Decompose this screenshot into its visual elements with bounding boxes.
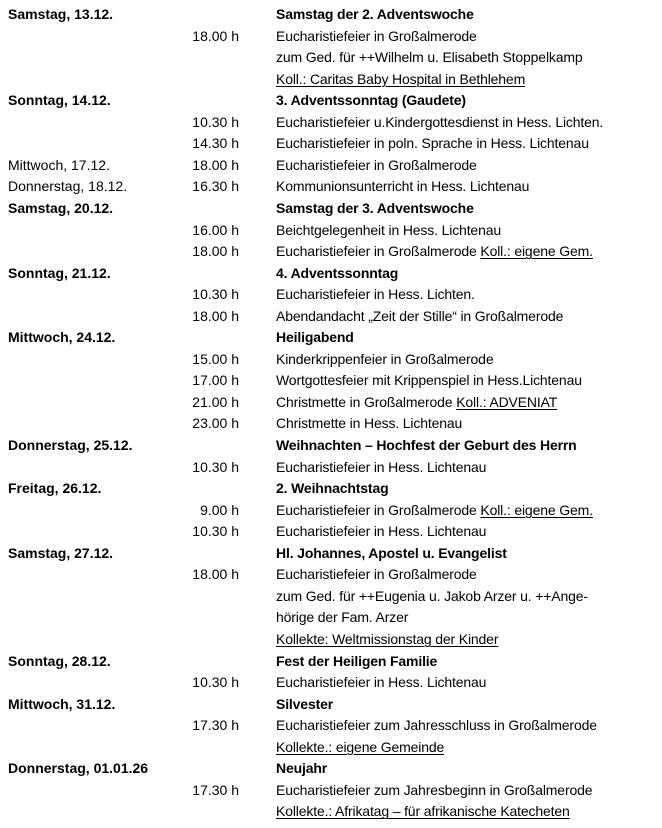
schedule-row (0, 241, 662, 263)
day-label: Mittwoch, 17.12. (8, 156, 110, 173)
event-description (276, 672, 660, 694)
schedule-row (0, 435, 662, 457)
event-text: 3. Adventssonntag (Gaudete) (276, 92, 466, 109)
schedule-row (0, 349, 662, 371)
schedule-row (0, 521, 662, 543)
event-title (276, 694, 660, 716)
event-description (276, 780, 660, 802)
event-description (276, 586, 660, 608)
schedule-row (0, 263, 662, 285)
event-description (276, 629, 660, 651)
time-label: 18.00 h (192, 307, 239, 324)
event-text: 2. Weihnachtstag (276, 480, 389, 497)
day-label: Freitag, 26.12. (8, 480, 102, 497)
time-label: 18.00 h (192, 27, 239, 44)
schedule-row (0, 457, 662, 479)
event-text: Silvester (276, 695, 334, 712)
time-label: 17.30 h (192, 717, 239, 734)
event-text: Samstag der 3. Adventswoche (276, 199, 474, 216)
event-title (276, 4, 660, 26)
event-description (276, 737, 660, 759)
event-description (276, 155, 660, 177)
event-description (276, 521, 660, 543)
event-text: Weihnachten – Hochfest der Geburt des Herrn (276, 437, 577, 453)
event-text: Eucharistiefeier in Hess. Lichten. (276, 286, 475, 303)
event-text: Eucharistiefeier in Hess. Lichtenau (276, 458, 487, 475)
day-label: Sonntag, 14.12. (8, 92, 111, 109)
event-description (276, 133, 660, 155)
schedule-row (0, 607, 662, 629)
schedule-row (0, 392, 662, 414)
event-title (276, 435, 660, 457)
schedule-row (0, 780, 662, 802)
event-description (276, 801, 660, 823)
event-title (276, 543, 660, 565)
collection-note: Koll.: eigene Gem. (480, 243, 593, 260)
schedule-row (0, 69, 662, 91)
event-description (276, 500, 660, 522)
event-title (276, 90, 660, 112)
event-text: Eucharistiefeier in Hess. Lichtenau (276, 674, 487, 691)
event-text: 4. Adventssonntag (276, 264, 399, 281)
collection-note: Koll.: ADVENIAT (456, 393, 558, 410)
day-label: Donnerstag, 25.12. (8, 437, 133, 453)
time-label: 18.00 h (192, 156, 239, 173)
time-label: 10.30 h (192, 286, 239, 303)
schedule-row (0, 543, 662, 565)
event-description (276, 176, 660, 198)
time-label: 14.30 h (192, 135, 239, 152)
schedule-row (0, 90, 662, 112)
day-label: Sonntag, 28.12. (8, 652, 111, 669)
schedule-row (0, 758, 662, 780)
day-label: Samstag, 20.12. (8, 199, 114, 216)
event-text: Eucharistiefeier in Großalmerode (276, 156, 477, 173)
schedule-row (0, 370, 662, 392)
event-title (276, 758, 660, 780)
schedule-row (0, 220, 662, 242)
schedule-row (0, 737, 662, 759)
event-title (276, 327, 660, 349)
event-text: zum Ged. für ++Eugenia u. Jakob Arzer u. ++Ange- (276, 587, 588, 604)
event-description (276, 241, 660, 263)
schedule-row (0, 586, 662, 608)
event-text: Eucharistiefeier zum Jahresschluss in Großalmerode (276, 717, 597, 734)
event-title (276, 478, 660, 500)
schedule-row (0, 564, 662, 586)
schedule-row (0, 715, 662, 737)
event-text: Abendandacht „Zeit der Stille“ in Großalmerode (276, 307, 564, 324)
time-label: 17.30 h (192, 781, 239, 798)
event-text: Eucharistiefeier in poln. Sprache in Hess. Lichtenau (276, 135, 589, 152)
time-label: 9.00 h (200, 501, 239, 518)
event-text: Eucharistiefeier in Großalmerode (276, 566, 477, 583)
event-text: Eucharistiefeier in Großalmerode (276, 27, 477, 44)
event-title (276, 198, 660, 220)
schedule-row (0, 176, 662, 198)
schedule-row (0, 198, 662, 220)
event-description (276, 112, 660, 134)
event-description (276, 370, 660, 392)
event-description (276, 457, 660, 479)
event-text: zum Ged. für ++Wilhelm u. Elisabeth Stoppelkamp (276, 49, 583, 66)
event-text: Eucharistiefeier zum Jahresbeginn in Großalmerode (276, 781, 593, 798)
event-text: hörige der Fam. Arzer (276, 609, 409, 626)
time-label: 21.00 h (192, 393, 239, 410)
schedule-row (0, 284, 662, 306)
event-description (276, 349, 660, 371)
event-description (276, 564, 660, 586)
schedule-row (0, 801, 662, 823)
time-label: 16.30 h (192, 178, 239, 195)
time-label: 15.00 h (192, 350, 239, 367)
time-label: 18.00 h (192, 566, 239, 583)
event-text: Eucharistiefeier in Hess. Lichtenau (276, 523, 487, 540)
event-description (276, 69, 660, 91)
event-description (276, 47, 660, 69)
time-label: 17.00 h (192, 372, 239, 389)
schedule-row (0, 26, 662, 48)
schedule-row (0, 133, 662, 155)
day-label: Sonntag, 21.12. (8, 264, 111, 281)
event-description (276, 26, 660, 48)
event-text: Beichtgelegenheit in Hess. Lichtenau (276, 221, 501, 238)
event-description (276, 715, 660, 737)
day-label: Samstag, 13.12. (8, 6, 114, 22)
event-text: Kinderkrippenfeier in Großalmerode (276, 350, 494, 367)
time-label: 18.00 h (192, 243, 239, 260)
event-text: Hl. Johannes, Apostel u. Evangelist (276, 544, 507, 561)
collection-note: Kollekte: Weltmissionstag der Kinder (276, 630, 499, 647)
event-description (276, 284, 660, 306)
event-text: Heiligabend (276, 329, 354, 346)
day-label: Donnerstag, 18.12. (8, 178, 128, 195)
event-description (276, 392, 660, 414)
schedule-row (0, 672, 662, 694)
schedule-row (0, 4, 662, 26)
event-text: Kommunionsunterricht in Hess. Lichtenau (276, 178, 530, 195)
schedule-row (0, 694, 662, 716)
day-label: Mittwoch, 31.12. (8, 695, 116, 712)
schedule-row (0, 651, 662, 673)
event-text: Christmette in Großalmerode (276, 393, 457, 410)
event-description (276, 413, 660, 435)
schedule-row (0, 500, 662, 522)
event-text: Samstag der 2. Adventswoche (276, 6, 474, 22)
event-text: Eucharistiefeier in Großalmerode (276, 243, 481, 260)
collection-note: Kollekte.: eigene Gemeinde (276, 738, 445, 755)
time-label: 10.30 h (192, 523, 239, 540)
time-label: 23.00 h (192, 415, 239, 432)
schedule-row (0, 629, 662, 651)
day-label: Samstag, 27.12. (8, 544, 114, 561)
collection-note: Kollekte.: Afrikatag – für afrikanische Katecheten (276, 803, 570, 820)
schedule-row (0, 327, 662, 349)
event-text: Fest der Heiligen Familie (276, 652, 438, 669)
schedule-row (0, 306, 662, 328)
day-label: Donnerstag, 01.01.26 (8, 760, 149, 777)
time-label: 10.30 h (192, 674, 239, 691)
event-text: Eucharistiefeier u.Kindergottesdienst in Hess. Lichten. (276, 113, 604, 130)
schedule-row (0, 155, 662, 177)
event-description (276, 220, 660, 242)
time-label: 10.30 h (192, 458, 239, 475)
event-description (276, 306, 660, 328)
time-label: 16.00 h (192, 221, 239, 238)
schedule-row (0, 47, 662, 69)
collection-note: Koll.: Caritas Baby Hospital in Bethlehem (276, 70, 526, 87)
schedule-row (0, 413, 662, 435)
event-description (276, 607, 660, 629)
event-text: Wortgottesfeier mit Krippenspiel in Hess.Lichtenau (276, 372, 582, 389)
time-label: 10.30 h (192, 113, 239, 130)
event-text: Eucharistiefeier in Großalmerode (276, 501, 481, 518)
event-text: Neujahr (276, 760, 328, 777)
event-title (276, 263, 660, 285)
day-label: Mittwoch, 24.12. (8, 329, 116, 346)
schedule-row (0, 478, 662, 500)
event-title (276, 651, 660, 673)
schedule-row (0, 112, 662, 134)
event-text: Christmette in Hess. Lichtenau (276, 415, 463, 432)
collection-note: Koll.: eigene Gem. (480, 501, 593, 518)
